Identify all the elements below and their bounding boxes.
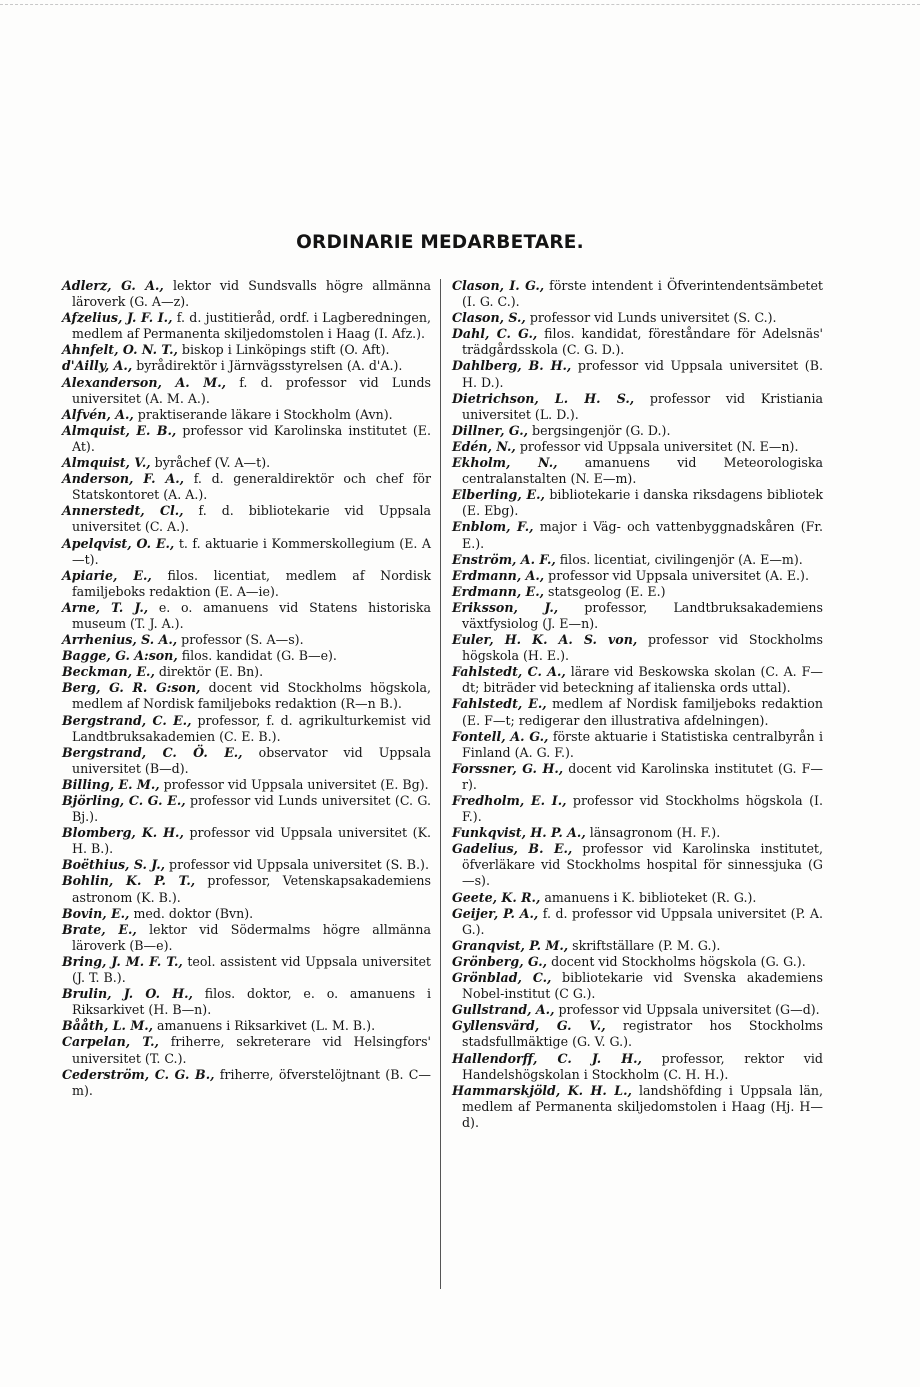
contributor-description: professor vid Uppsala universitet (E. Bg). xyxy=(159,776,429,792)
contributor-entry xyxy=(62,954,431,986)
contributor-entry xyxy=(62,906,431,922)
contributor-description: professor vid Stockholms högskola (H. E.). xyxy=(462,632,823,664)
contributor-entry xyxy=(62,1034,431,1066)
contributor-description: biskop i Linköpings stift (O. Aft). xyxy=(177,342,390,358)
contributor-description: bibliotekarie i danska riksdagens bibliotek (E. Ebg). xyxy=(462,487,823,519)
contributor-entry xyxy=(452,696,823,728)
contributor-description: lektor vid Sundsvalls högre allmänna läroverk (G. A—z). xyxy=(72,278,432,310)
contributor-description: förste intendent i Öfverintendentsämbetet (I. G. C.). xyxy=(462,278,823,310)
contributor-entry xyxy=(452,906,823,938)
contributor-description: friherre, öfverstelöjtnant (B. C—m). xyxy=(72,1066,431,1098)
contributor-name: Ahnfelt, O. N. T., xyxy=(62,342,178,358)
contributor-name: Beckman, E., xyxy=(62,664,155,680)
contributor-name: Clason, S., xyxy=(452,310,526,326)
contributor-name: Gullstrand, A., xyxy=(452,1002,555,1018)
contributor-entry xyxy=(452,825,823,841)
contributor-description: f. d. professor vid Uppsala universitet (P. A. G.). xyxy=(462,905,823,937)
contributor-entry xyxy=(62,793,431,825)
contributor-entry xyxy=(62,680,431,712)
contributor-description: professor, rektor vid Handelshögskolan i Stockholm (C. H. H.). xyxy=(462,1050,823,1082)
contributor-name: Cederström, C. G. B., xyxy=(62,1066,215,1082)
contributor-entry xyxy=(62,358,431,374)
contributor-name: Bergstrand, C. E., xyxy=(62,712,192,728)
contributor-name: Granqvist, P. M., xyxy=(452,937,569,953)
contributor-entry xyxy=(62,536,431,568)
contributor-name: Ekholm, N., xyxy=(452,455,558,471)
contributor-name: Almquist, E. B., xyxy=(62,422,177,438)
contributor-description: t. f. aktuarie i Kommerskollegium (E. A—t). xyxy=(72,535,431,567)
contributor-description: professor (S. A—s). xyxy=(177,632,304,648)
contributor-name: Carpelan, T., xyxy=(62,1034,159,1050)
contributor-name: Boëthius, S. J., xyxy=(62,857,165,873)
contributor-entry xyxy=(452,568,823,584)
contributor-entry xyxy=(62,471,431,503)
contributor-name: Dahlberg, B. H., xyxy=(452,358,572,374)
contributor-description: e. o. amanuens vid Statens historiska museum (T. J. A.). xyxy=(72,599,431,631)
contributor-description: landshöfding i Uppsala län, medlem af Permanenta skiljedomstolen i Haag (Hj. H—d). xyxy=(462,1082,823,1130)
contributor-entry xyxy=(452,890,823,906)
contributor-description: f. d. justitieråd, ordf. i Lagberedningen, medlem af Permanenta skiljedomstolen i Haag (I. Afz.). xyxy=(72,310,431,342)
contributor-description: professor vid Lunds universitet (S. C.). xyxy=(525,310,777,326)
contributor-description: docent vid Stockholms högskola (G. G.). xyxy=(547,953,806,969)
contributor-description: amanuens i K. biblioteket (R. G.). xyxy=(540,889,757,905)
contributor-description: teol. assistent vid Uppsala universitet (J. T. B.). xyxy=(72,953,431,986)
contributor-description: friherre, sekreterare vid Helsingfors' universitet (T. C.). xyxy=(72,1034,431,1066)
contributor-entry xyxy=(452,729,823,761)
contributor-entry xyxy=(62,1018,431,1034)
contributor-entry xyxy=(452,600,823,632)
contributor-description: professor vid Lunds universitet (C. G. Bj.). xyxy=(72,793,431,825)
contributor-description: skriftställare (P. M. G.). xyxy=(568,937,721,953)
contributor-name: Berg, G. R. G:son, xyxy=(62,680,201,696)
contributor-entry xyxy=(62,503,431,535)
contributor-entry xyxy=(62,777,431,793)
contributor-name: Bergstrand, C. Ö. E., xyxy=(62,744,243,760)
contributor-entry xyxy=(62,873,431,905)
contributor-entry xyxy=(452,954,823,970)
contributor-entry xyxy=(452,1002,823,1018)
contributor-name: Brate, E., xyxy=(62,921,137,937)
contributor-description: professor vid Karolinska institutet (E. At). xyxy=(72,422,431,454)
contributor-name: Arrhenius, S. A., xyxy=(62,632,178,648)
contributor-entry xyxy=(452,841,823,889)
contributor-name: Edén, N., xyxy=(452,438,516,454)
contributor-name: Elberling, E., xyxy=(452,487,545,503)
contributor-entry xyxy=(452,761,823,793)
contributor-description: professor vid Stockholms högskola (I. F.). xyxy=(462,793,823,825)
contributor-description: förste aktuarie i Statistiska centralbyrån i Finland (A. G. F.). xyxy=(462,728,824,760)
contributor-description: lärare vid Beskowska skolan (C. A. F—dt; biträder vid beteckning af italienska ords uttal). xyxy=(462,664,824,696)
contributor-entry xyxy=(62,278,431,310)
contributor-description: professor vid Uppsala universitet (A. E.). xyxy=(544,567,809,583)
contributor-name: Brulin, J. O. H., xyxy=(62,986,193,1002)
contributor-description: direktör (E. Bn). xyxy=(154,664,264,680)
left-column xyxy=(62,278,431,1099)
contributor-name: Hallendorff, C. J. H., xyxy=(452,1050,642,1066)
contributor-entry xyxy=(452,439,823,455)
contributor-description: professor, f. d. agrikulturkemist vid Landtbruksakademien (C. E. B.). xyxy=(72,712,431,744)
contributor-name: Enström, A. F., xyxy=(452,551,556,567)
contributor-description: byråchef (V. A—t). xyxy=(150,455,271,471)
contributor-entry xyxy=(452,793,823,825)
contributor-name: Bring, J. M. F. T., xyxy=(62,953,183,969)
contributor-entry xyxy=(62,423,431,455)
contributor-description: lektor vid Södermalms högre allmänna läroverk (B—e). xyxy=(72,921,431,953)
contributor-name: Erdmann, E., xyxy=(452,583,544,599)
contributor-name: Geijer, P. A., xyxy=(452,905,539,921)
contributor-description: länsagronom (H. F.). xyxy=(585,825,721,841)
contributor-description: professor vid Karolinska institutet, öfverläkare vid Stockholms hospital för sinnessjuka (G—s). xyxy=(462,841,823,889)
contributor-entry xyxy=(62,342,431,358)
contributor-description: filos. licentiat, civilingenjör (A. E—m). xyxy=(555,551,803,567)
contributor-description: statsgeolog (E. E.) xyxy=(543,583,666,599)
contributor-name: d'Ailly, A., xyxy=(62,358,133,374)
contributor-entry xyxy=(62,745,431,777)
contributor-description: professor vid Kristiania universitet (L. D.). xyxy=(462,390,823,422)
contributor-description: amanuens vid Meteorologiska centralanstalten (N. E—m). xyxy=(462,455,823,487)
contributor-name: Bååth, L. M., xyxy=(62,1018,154,1034)
contributor-description: filos. kandidat (G. B—e). xyxy=(177,648,337,664)
contributor-entry xyxy=(452,1051,823,1083)
contributor-entry xyxy=(62,455,431,471)
contributor-entry xyxy=(452,1018,823,1050)
contributor-entry xyxy=(452,423,823,439)
contributor-name: Grönberg, G., xyxy=(452,953,548,969)
contributor-entry xyxy=(62,825,431,857)
contributor-name: Bohlin, K. P. T., xyxy=(62,873,196,889)
contributor-entry xyxy=(62,713,431,745)
contributor-name: Fredholm, E. I., xyxy=(452,793,567,808)
contributor-description: praktiserande läkare i Stockholm (Avn). xyxy=(133,406,393,422)
top-edge-line xyxy=(0,4,920,5)
contributor-entry xyxy=(452,584,823,600)
contributor-entry xyxy=(452,552,823,568)
contributor-entry xyxy=(62,664,431,680)
contributor-name: Arne, T. J., xyxy=(62,599,149,615)
contributor-name: Afzelius, J. F. I., xyxy=(62,310,173,326)
contributor-description: med. doktor (Bvn). xyxy=(129,905,254,921)
contributor-description: professor vid Uppsala universitet (S. B.). xyxy=(165,857,429,873)
contributor-name: Björling, C. G. E., xyxy=(62,793,186,808)
contributor-description: f. d. bibliotekarie vid Uppsala universitet (C. A.). xyxy=(72,503,431,535)
contributor-entry xyxy=(62,407,431,423)
contributor-name: Apelqvist, O. E., xyxy=(62,535,175,551)
contributor-description: observator vid Uppsala universitet (B—d). xyxy=(72,744,431,776)
contributor-name: Fahlstedt, E., xyxy=(452,696,547,712)
column-divider xyxy=(440,279,441,1289)
contributor-name: Apiarie, E., xyxy=(62,567,152,583)
contributor-entry xyxy=(62,600,431,632)
contributor-entry xyxy=(62,986,431,1018)
contributor-entry xyxy=(62,568,431,600)
contributor-entry xyxy=(452,455,823,487)
contributor-description: major i Väg- och vattenbyggnadskåren (Fr. E.). xyxy=(462,519,823,551)
contributor-description: bergsingenjör (G. D.). xyxy=(528,422,671,438)
contributor-entry xyxy=(62,648,431,664)
contributor-entry xyxy=(452,310,823,326)
contributor-name: Hammarskjöld, K. H. L., xyxy=(452,1082,632,1098)
page-title: ORDINARIE MEDARBETARE. xyxy=(296,232,584,253)
contributor-name: Almquist, V., xyxy=(62,455,151,471)
contributor-name: Gyllensvärd, G. V., xyxy=(452,1018,606,1034)
contributor-description: f. d. generaldirektör och chef för Statskontoret (A. A.). xyxy=(72,471,431,503)
contributor-entry xyxy=(452,391,823,423)
contributor-name: Bovin, E., xyxy=(62,905,130,921)
contributor-description: professor, Landtbruksakademiens växtfysiolog (J. E—n). xyxy=(462,599,823,631)
contributor-name: Alexanderson, A. M., xyxy=(62,374,226,390)
contributor-entry xyxy=(62,922,431,954)
contributor-name: Fontell, A. G., xyxy=(452,728,549,744)
contributor-name: Funkqvist, H. P. A., xyxy=(452,825,586,841)
contributor-name: Clason, I. G., xyxy=(452,278,545,293)
contributor-description: filos. licentiat, medlem af Nordisk familjeboks redaktion (E. A—ie). xyxy=(72,567,431,599)
contributor-entry xyxy=(62,857,431,873)
contributor-name: Enblom, F., xyxy=(452,519,534,535)
contributor-description: filos. doktor, e. o. amanuens i Riksarkivet (H. B—n). xyxy=(72,986,431,1018)
contributor-entry xyxy=(452,358,823,390)
contributor-description: professor vid Uppsala universitet (G—d). xyxy=(554,1002,820,1018)
contributor-entry xyxy=(452,487,823,519)
contributor-entry xyxy=(62,310,431,342)
contributor-name: Anderson, F. A., xyxy=(62,471,185,487)
contributor-entry xyxy=(62,632,431,648)
contributor-entry xyxy=(452,326,823,358)
contributor-description: professor vid Uppsala universitet (K. H. B.). xyxy=(72,825,431,857)
contributor-entry xyxy=(452,970,823,1002)
contributor-name: Dillner, G., xyxy=(452,422,529,438)
contributor-name: Euler, H. K. A. S. von, xyxy=(452,632,638,648)
contributor-name: Billing, E. M., xyxy=(62,776,160,792)
contributor-description: byrådirektör i Järnvägsstyrelsen (A. d'A.). xyxy=(132,358,403,374)
contributor-name: Alfvén, A., xyxy=(62,406,134,422)
contributor-description: registrator hos Stockholms stadsfullmäktige (G. V. G.). xyxy=(462,1018,823,1050)
contributor-description: filos. kandidat, föreståndare för Adelsnäs' trädgårdsskola (C. G. D.). xyxy=(462,326,823,358)
contributor-name: Annerstedt, Cl., xyxy=(62,503,184,519)
contributor-description: docent vid Karolinska institutet (G. F—r). xyxy=(462,760,823,792)
contributor-description: medlem af Nordisk familjeboks redaktion (E. F—t; redigerar den illustrativa afdelningen). xyxy=(462,696,823,728)
contributor-entry xyxy=(452,278,823,310)
contributor-description: docent vid Stockholms högskola, medlem af Nordisk familjeboks redaktion (R—n B.). xyxy=(72,680,431,712)
contributor-entry xyxy=(62,1067,431,1099)
contributor-name: Grönblad, C., xyxy=(452,970,552,986)
contributor-name: Fahlstedt, C. A., xyxy=(452,664,566,680)
contributor-name: Geete, K. R., xyxy=(452,889,541,905)
contributor-entry xyxy=(452,1083,823,1131)
right-column xyxy=(452,278,823,1131)
contributor-name: Erdmann, A., xyxy=(452,567,545,583)
contributor-name: Dietrichson, L. H. S., xyxy=(452,390,635,406)
contributor-entry xyxy=(452,519,823,551)
contributor-description: amanuens i Riksarkivet (L. M. B.). xyxy=(153,1018,376,1034)
contributor-name: Forssner, G. H., xyxy=(452,760,564,776)
contributor-entry xyxy=(452,938,823,954)
contributor-description: f. d. professor vid Lunds universitet (A. M. A.). xyxy=(72,374,432,406)
contributor-name: Adlerz, G. A., xyxy=(62,278,164,293)
contributor-description: bibliotekarie vid Svenska akademiens Nobel-institut (C G.). xyxy=(462,970,824,1002)
contributor-entry xyxy=(452,632,823,664)
contributor-description: professor, Vetenskapsakademiens astronom (K. B.). xyxy=(72,873,432,905)
contributor-entry xyxy=(452,664,823,696)
contributor-name: Bagge, G. A:son, xyxy=(62,648,178,664)
contributor-name: Eriksson, J., xyxy=(452,599,559,615)
contributor-name: Blomberg, K. H., xyxy=(62,825,184,841)
contributor-description: professor vid Uppsala universitet (N. E—n). xyxy=(515,438,799,454)
contributor-name: Dahl, C. G., xyxy=(452,326,538,342)
contributor-description: professor vid Uppsala universitet (B. H. D.). xyxy=(462,358,823,390)
contributor-entry xyxy=(62,375,431,407)
contributor-name: Gadelius, B. E., xyxy=(452,841,573,857)
